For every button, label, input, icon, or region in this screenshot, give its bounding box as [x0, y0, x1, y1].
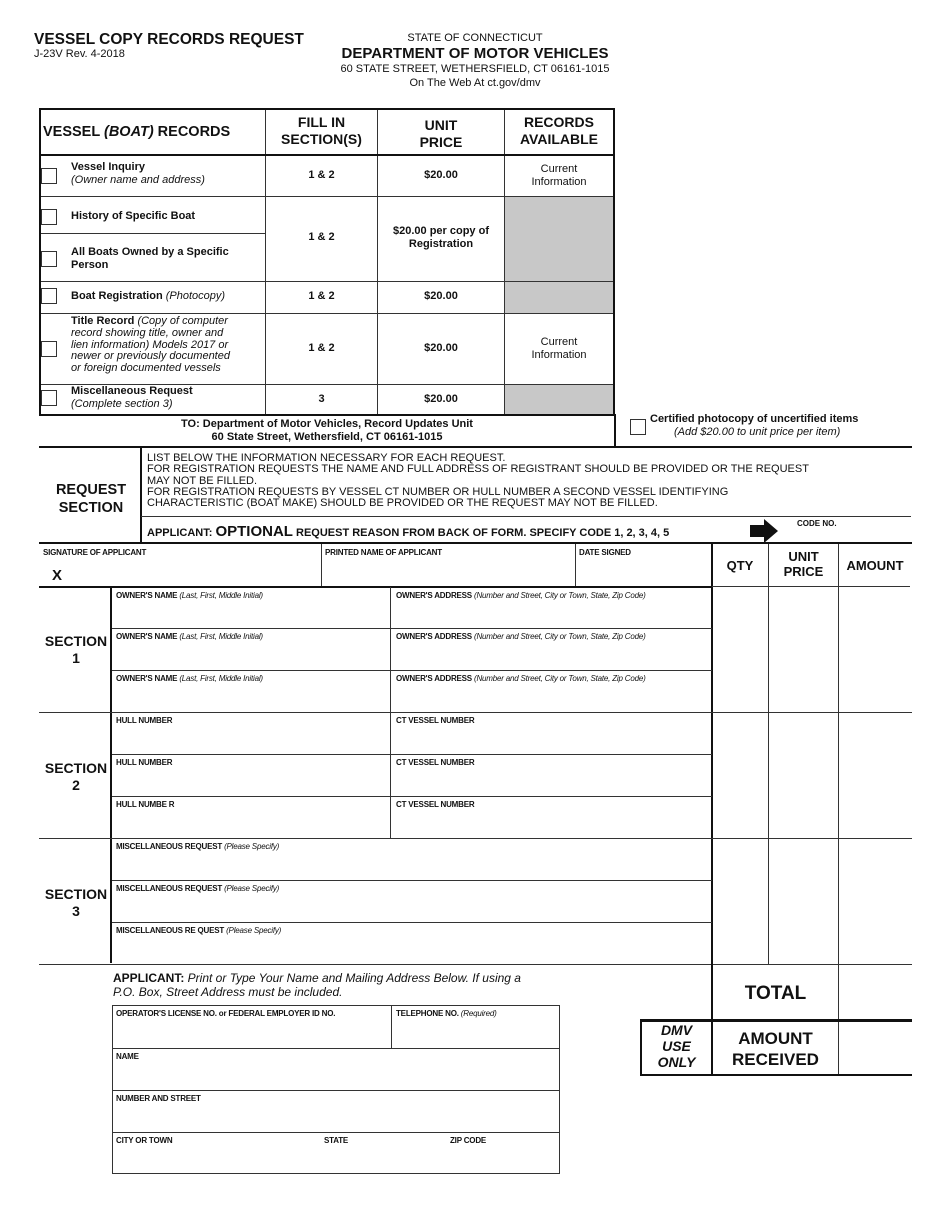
- applicant-instructions: APPLICANT: Print or Type Your Name and Mailing Address Below. If using a P.O. Box, Street Address must be included.: [113, 971, 521, 999]
- department-address: 60 STATE STREET, WETHERSFIELD, CT 06161-1015: [340, 63, 610, 75]
- dmv-use-only: DMV USE ONLY: [657, 1022, 696, 1070]
- vessel-inquiry-checkbox[interactable]: [41, 168, 57, 184]
- mail-to: TO: Department of Motor Vehicles, Record Updates Unit 60 State Street, Wethersfield, CT 06161-1015: [181, 418, 473, 443]
- misc-request-field-label: MISCELLANEOUS REQUEST (Please Specify): [116, 842, 280, 851]
- price-value: $20.00 per copy of Registration: [393, 225, 489, 250]
- hull-number-label: HULL NUMBER: [116, 758, 173, 767]
- date-signed-label: DATE SIGNED: [579, 548, 631, 557]
- gray-cell: [505, 196, 613, 281]
- street-label: NUMBER AND STREET: [116, 1094, 201, 1103]
- title-record-checkbox[interactable]: [41, 341, 57, 357]
- arrow-right-icon: [750, 519, 778, 543]
- owner-address-label: OWNER'S ADDRESS (Number and Street, City or Town, State, Zip Code): [396, 674, 646, 683]
- total-label: TOTAL: [744, 983, 807, 1004]
- gray-cell: [505, 385, 613, 414]
- boat-registration-checkbox[interactable]: [41, 288, 57, 304]
- department-name: DEPARTMENT OF MOTOR VEHICLES: [341, 45, 609, 62]
- sections-value: 3: [318, 393, 325, 405]
- title-record-label: Title Record (Copy of computer record showing title, owner and lien information) Models 2017 or newer or previously documented or foreign documented vessels: [71, 315, 230, 375]
- form-number: J-23V Rev. 4-2018: [34, 48, 125, 60]
- amount-received-label: AMOUNT RECEIVED: [732, 1029, 819, 1069]
- hull-number-label: HULL NUMBE R: [116, 800, 175, 809]
- form-title: VESSEL COPY RECORDS REQUEST: [34, 31, 304, 48]
- boat-registration-label: Boat Registration (Photocopy): [71, 290, 226, 302]
- request-instructions: LIST BELOW THE INFORMATION NECESSARY FOR EACH REQUEST. FOR REGISTRATION REQUESTS THE NAME AND FULL ADDRESS OF REGISTRANT SHOULD BE PROVIDED OR THE REQUEST MAY NOT BE FILLED. FOR REGISTRATION REQUESTS BY VESSEL CT NUMBER OR HULL NUMBER A SECOND VESSEL IDENTIFYING CHARACTERISTIC (BOAT MAKE) SHOULD BE PROVIDED OR THE REQUEST MAY NOT BE FILLED.: [147, 452, 809, 510]
- gray-cell: [505, 282, 613, 313]
- history-boat-label: History of Specific Boat: [71, 210, 196, 222]
- printed-name-label: PRINTED NAME OF APPLICANT: [325, 548, 442, 557]
- code-no-input[interactable]: [840, 529, 900, 539]
- signature-x: X: [52, 567, 63, 584]
- owner-address-label: OWNER'S ADDRESS (Number and Street, City or Town, State, Zip Code): [396, 591, 646, 600]
- applicant-reason: APPLICANT: OPTIONAL REQUEST REASON FROM BACK OF FORM. SPECIFY CODE 1, 2, 3, 4, 5: [147, 523, 670, 540]
- name-label: NAME: [116, 1052, 139, 1061]
- sections-value: 1 & 2: [308, 342, 335, 354]
- ct-vessel-number-label: CT VESSEL NUMBER: [396, 800, 475, 809]
- section-2-label: SECTION 2: [44, 760, 108, 793]
- price-value: $20.00: [424, 342, 458, 354]
- header-avail: RECORDS AVAILABLE: [519, 114, 599, 147]
- state-label: STATE: [324, 1136, 349, 1145]
- price-value: $20.00: [424, 290, 458, 302]
- city-label: CITY OR TOWN: [116, 1136, 173, 1145]
- sections-value: 1 & 2: [308, 169, 335, 181]
- code-no-label: CODE NO.: [797, 519, 837, 528]
- owner-name-label: OWNER'S NAME (Last, First, Middle Initial): [116, 674, 263, 683]
- sections-value: 1 & 2: [308, 290, 335, 302]
- unit-price-header: UNIT PRICE: [783, 549, 824, 579]
- owner-name-label: OWNER'S NAME (Last, First, Middle Initial): [116, 632, 263, 641]
- hull-number-label: HULL NUMBER: [116, 716, 173, 725]
- zip-label: ZIP CODE: [450, 1136, 487, 1145]
- misc-request-field-label: MISCELLANEOUS RE QUEST (Please Specify): [116, 926, 282, 935]
- signature-label: SIGNATURE OF APPLICANT: [43, 548, 147, 557]
- header-fill: FILL IN SECTION(S): [281, 114, 362, 147]
- all-boats-checkbox[interactable]: [41, 251, 57, 267]
- state-name: STATE OF CONNECTICUT: [407, 32, 543, 44]
- price-value: $20.00: [424, 169, 458, 181]
- certified-checkbox[interactable]: [630, 419, 646, 435]
- department-web: On The Web At ct.gov/dmv: [409, 77, 541, 89]
- avail-value: Current Information: [531, 163, 587, 188]
- misc-request-checkbox[interactable]: [41, 390, 57, 406]
- ct-vessel-number-label: CT VESSEL NUMBER: [396, 716, 475, 725]
- certified-label: Certified photocopy of uncertified items (Add $20.00 to unit price per item): [650, 413, 859, 438]
- request-section-title: REQUEST SECTION: [55, 482, 127, 516]
- ct-vessel-number-label: CT VESSEL NUMBER: [396, 758, 475, 767]
- header-records: VESSEL (BOAT) RECORDS: [43, 124, 231, 140]
- qty-header: QTY: [726, 558, 754, 573]
- history-boat-checkbox[interactable]: [41, 209, 57, 225]
- misc-request-field-label: MISCELLANEOUS REQUEST (Please Specify): [116, 884, 280, 893]
- telephone-label: TELEPHONE NO. (Required): [396, 1009, 497, 1018]
- avail-value: Current Information: [531, 336, 587, 361]
- all-boats-label: All Boats Owned by a Specific Person: [71, 246, 229, 271]
- header-price: UNIT PRICE: [419, 117, 463, 150]
- section-1-label: SECTION 1: [44, 633, 108, 666]
- owner-address-label: OWNER'S ADDRESS (Number and Street, City or Town, State, Zip Code): [396, 632, 646, 641]
- amount-header: AMOUNT: [846, 558, 904, 573]
- vessel-inquiry-label: Vessel Inquiry (Owner name and address): [71, 161, 205, 186]
- owner-name-label: OWNER'S NAME (Last, First, Middle Initial): [116, 591, 263, 600]
- price-value: $20.00: [424, 393, 458, 405]
- misc-request-label: Miscellaneous Request (Complete section 3): [71, 385, 193, 410]
- license-label: OPERATOR'S LICENSE NO. or FEDERAL EMPLOYER ID NO.: [116, 1009, 336, 1018]
- sections-value: 1 & 2: [308, 231, 335, 243]
- section-3-label: SECTION 3: [44, 886, 108, 919]
